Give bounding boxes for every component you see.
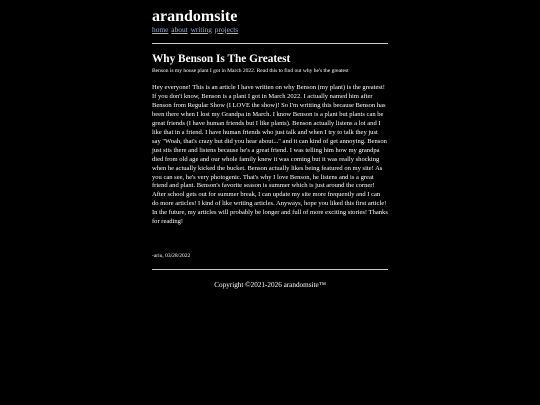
site-title: arandomsite [152,8,238,25]
footer-copyright: Copyright ©2021-2026 arandomsite™ [214,281,326,289]
nav-link-about[interactable]: about [171,25,188,34]
nav-link-home[interactable]: home [152,25,169,34]
article-subtitle: Benson is my house plant I got in March 2022. Read this to find out why he's the greatest [152,68,349,74]
nav-bar [152,25,239,35]
article-body: Hey everyone! This is an article I have written on why Benson (my plant) is the greatest! If you don't know, Benson is a plant I got in March 2022. I actually named him after Benson from Regular Show (I LOVE the show)! So I'm writting this because Benson has been there when I lost my Grandpa in March. I know Benson is a plant but plants can be great friends (I have human friends but I like plants). Benson actually listens a lot and I like that in a friend. I have human friends who just talk and when I try to talk they just say "Woah, that's crazy but did you hear about..." and it can kind of get annoying. Benson just sits there and listens because he's a great friend. I was telling him how my grandpa died from old age and our whole family knew it was coming but it was really shocking when he actually kicked the bucket. Benson actually likes being featured on my site! As you can see, he's very photogenic. That's why I love Benson, he listens and is a great friend and plant. Benson's favorite season is summer which is just around the corner! After school gets out for summer break, I can update my site more frequently and I can do more articles! I kind of like writing articles. Anyways, hope you liked this first article! In the future, my articles will probably be longer and full of more exciting stories! Thanks for reading! [152,84,388,226]
footer-divider [152,269,388,270]
header-divider [152,43,388,44]
nav-link-writing[interactable]: writing [190,25,212,34]
article-title: Why Benson Is The Greatest [152,53,291,65]
article-signature: -ariu, 03/28/2022 [152,253,191,259]
nav-link-projects[interactable]: projects [214,25,239,34]
